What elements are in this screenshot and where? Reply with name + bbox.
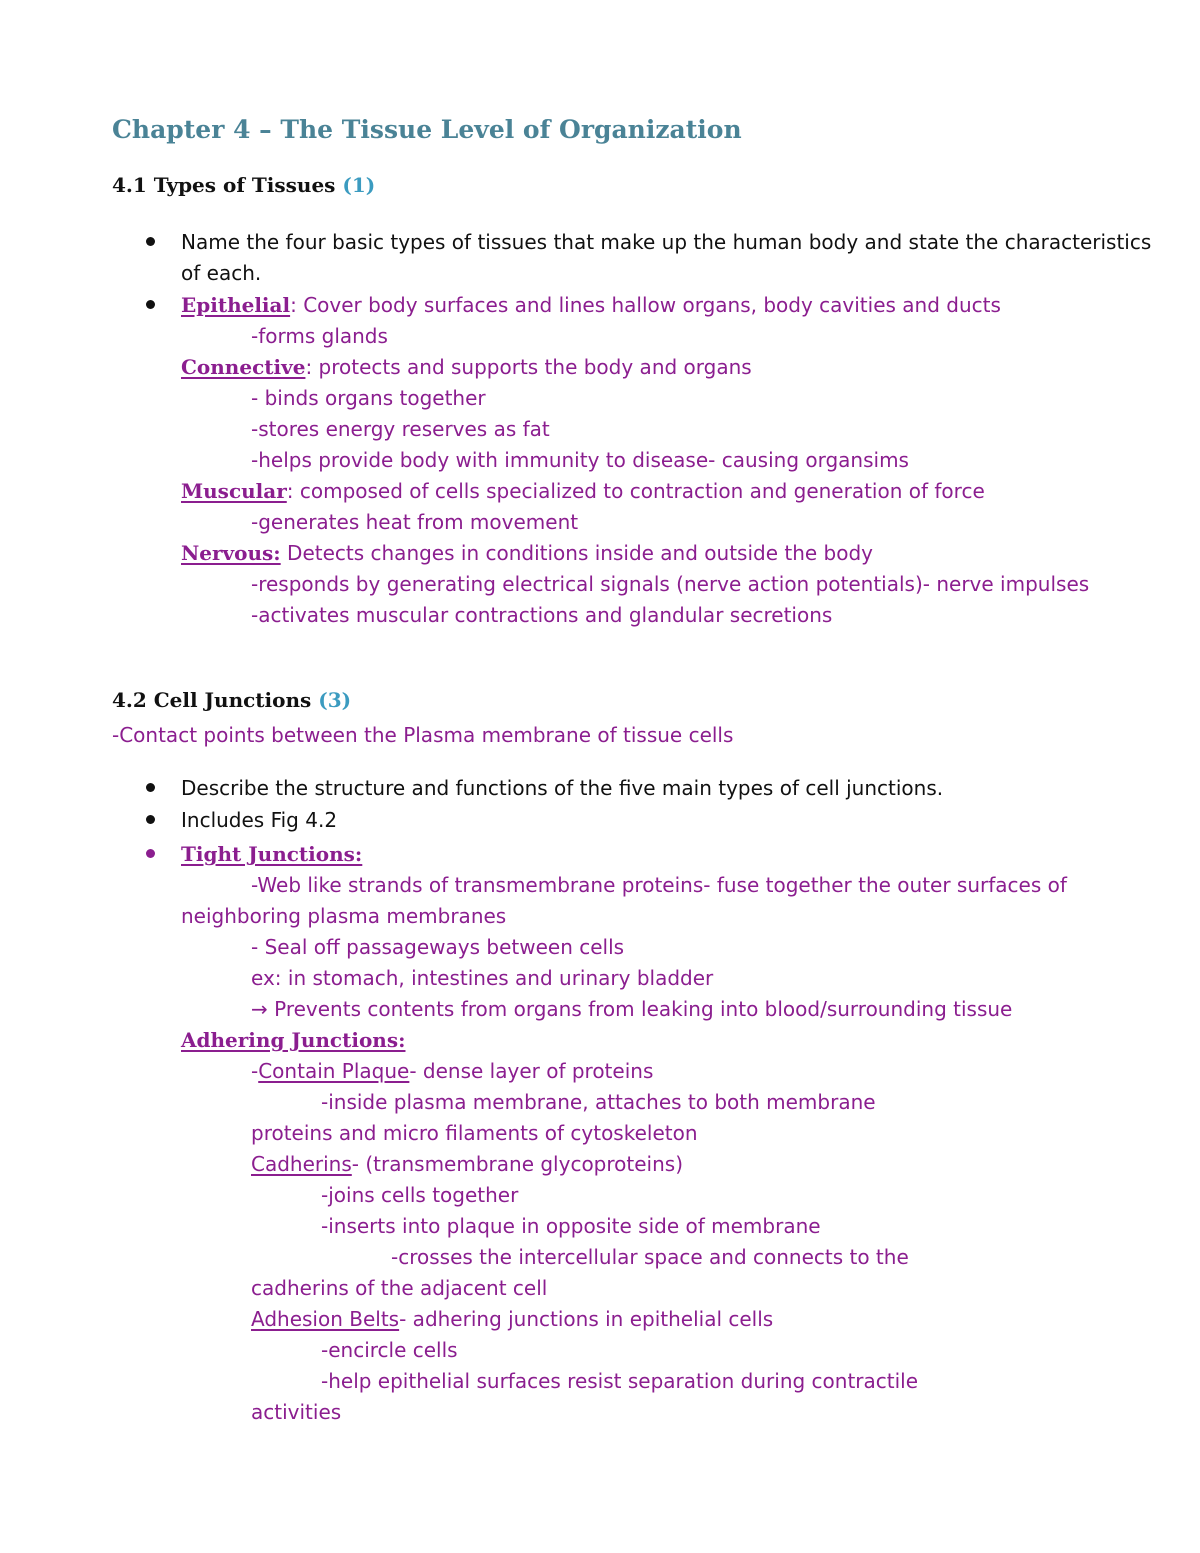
plaque-definition	[251, 1057, 653, 1085]
section-count: (1)	[342, 173, 376, 197]
muscular-term: Muscular	[181, 479, 287, 503]
cadherins-note: -inserts into plaque in opposite side of membrane	[321, 1214, 821, 1238]
plaque-desc: - dense layer of proteins	[409, 1059, 654, 1083]
belts-note-cont: activities	[251, 1400, 342, 1424]
bullet-icon	[146, 815, 155, 824]
muscular-note: -generates heat from movement	[251, 510, 579, 534]
cadherins-desc: - (transmembrane glycoproteins)	[351, 1152, 683, 1176]
cadherins-subnote: -crosses the intercellular space and connects to the	[391, 1245, 909, 1269]
tight-note: - Seal off passageways between cells	[251, 935, 625, 959]
nervous-definition	[181, 539, 873, 567]
plaque-term: Contain Plaque	[258, 1059, 410, 1083]
tight-note-cont: neighboring plasma membranes	[181, 904, 507, 928]
section-heading-text: 4.2 Cell Junctions	[112, 688, 312, 712]
cadherins-note: -joins cells together	[321, 1183, 519, 1207]
objective-text: Describe the structure and functions of the five main types of cell junctions.	[181, 776, 944, 800]
belts-note: -help epithelial surfaces resist separation during contractile	[321, 1369, 919, 1393]
connective-note: - binds organs together	[251, 386, 486, 410]
tight-note: -Web like strands of transmembrane proteins- fuse together the outer surfaces of	[251, 873, 1067, 897]
connective-desc: : protects and supports the body and organs	[305, 355, 752, 379]
bullet-icon	[146, 783, 155, 792]
adhesion-belts-desc: - adhering junctions in epithelial cells	[399, 1307, 774, 1331]
nervous-term: Nervous:	[181, 541, 281, 565]
epithelial-term: Epithelial	[181, 293, 291, 317]
section-heading-text: 4.1 Types of Tissues	[112, 173, 336, 197]
section-intro: -Contact points between the Plasma membrane of tissue cells	[112, 723, 734, 747]
plaque-note: -inside plasma membrane, attaches to both membrane	[321, 1090, 876, 1114]
muscular-definition	[181, 477, 985, 505]
adhesion-belts-definition	[251, 1305, 773, 1333]
cadherins-term: Cadherins	[251, 1152, 352, 1176]
belts-note: -encircle cells	[321, 1338, 458, 1362]
connective-note: -helps provide body with immunity to disease- causing organsims	[251, 448, 909, 472]
figure-reference: Includes Fig 4.2	[181, 808, 338, 832]
tight-result: → Prevents contents from organs from leaking into blood/surrounding tissue	[251, 997, 1013, 1021]
adhesion-belts-term: Adhesion Belts	[251, 1307, 400, 1331]
adhering-junctions-term: Adhering Junctions:	[181, 1028, 406, 1052]
epithelial-definition	[181, 291, 1001, 319]
connective-note: -stores energy reserves as fat	[251, 417, 550, 441]
section-4-1-heading	[112, 171, 375, 199]
section-count: (3)	[318, 688, 352, 712]
epithelial-note: -forms glands	[251, 324, 388, 348]
page-title: Chapter 4 – The Tissue Level of Organization	[112, 115, 742, 144]
objective-text: Name the four basic types of tissues that make up the human body and state the characteristics	[181, 230, 1152, 254]
tight-example: ex: in stomach, intestines and urinary bladder	[251, 966, 714, 990]
epithelial-desc: : Cover body surfaces and lines hallow organs, body cavities and ducts	[290, 293, 1001, 317]
connective-definition	[181, 353, 752, 381]
cadherins-subnote-cont: cadherins of the adjacent cell	[251, 1276, 548, 1300]
objective-text-cont: of each.	[181, 261, 262, 285]
nervous-note: -responds by generating electrical signals (nerve action potentials)- nerve impulses	[251, 572, 1090, 596]
nervous-note: -activates muscular contractions and glandular secretions	[251, 603, 833, 627]
bullet-icon	[146, 237, 155, 246]
nervous-desc: Detects changes in conditions inside and outside the body	[280, 541, 874, 565]
plaque-note-cont: proteins and micro filaments of cytoskeleton	[251, 1121, 698, 1145]
tight-junctions-term: Tight Junctions:	[181, 842, 363, 866]
bullet-icon	[146, 849, 155, 858]
plaque-dash: -	[251, 1059, 259, 1083]
muscular-desc: : composed of cells specialized to contraction and generation of force	[286, 479, 985, 503]
cadherins-definition	[251, 1150, 683, 1178]
bullet-icon	[146, 300, 155, 309]
connective-term: Connective	[181, 355, 306, 379]
section-4-2-heading	[112, 686, 351, 714]
